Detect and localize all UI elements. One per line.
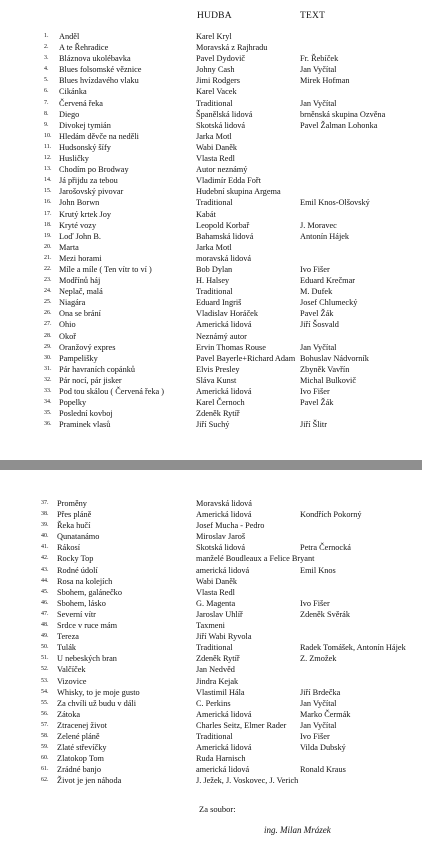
song-number: 28.	[44, 332, 52, 339]
song-row	[0, 109, 422, 120]
music-author: Sláva Kunst	[196, 375, 237, 385]
song-title: Červená řeka	[59, 98, 103, 108]
music-author: Pavel Bayerle+Richard Adam	[196, 353, 296, 363]
song-number: 62.	[41, 777, 49, 784]
lyrics-author: M. Dufek	[300, 287, 333, 297]
song-row	[0, 75, 422, 86]
song-title: Míle a míle ( Ten vítr to ví )	[59, 264, 152, 274]
song-number: 51.	[41, 655, 49, 662]
music-author: Americká lidová	[196, 510, 252, 520]
song-row	[0, 342, 422, 353]
song-title: Marta	[59, 242, 79, 252]
music-author: Leopold Korbař	[196, 220, 250, 230]
lyrics-author: Pavel Žalman Lohonka	[300, 120, 378, 130]
song-row	[0, 631, 422, 642]
song-row	[0, 331, 422, 342]
song-row	[0, 197, 422, 208]
song-number: 53.	[41, 677, 49, 684]
footer-signature-name: ing. Milan Mrázek	[264, 825, 331, 835]
song-row	[0, 64, 422, 75]
lyrics-author: Emil Knos	[300, 565, 336, 575]
song-title: Proměny	[57, 499, 87, 508]
song-number: 52.	[41, 666, 49, 673]
song-title: Blues hvízdavého vlaku	[59, 76, 139, 86]
lyrics-author: Michal Bulkovič	[300, 375, 356, 385]
song-title: Zrádné banjo	[57, 765, 102, 775]
song-number: 11.	[44, 143, 52, 150]
song-number: 54.	[41, 688, 49, 695]
music-author: Miroslav Jaroš	[196, 532, 246, 542]
lyrics-author: brněnská skupina Ozvěna	[300, 109, 386, 119]
song-title: Mezi horami	[59, 253, 102, 263]
song-title: Oranžový expres	[59, 342, 116, 352]
lyrics-author: Jan Vyčítal	[300, 65, 337, 75]
music-author: Traditional	[196, 98, 233, 108]
song-number: 2.	[44, 44, 49, 51]
music-author: manželé Boudleaux a Felice Bryant	[196, 554, 315, 564]
song-number: 36.	[44, 421, 52, 428]
song-title: Hledám děvče na neděli	[59, 131, 139, 141]
song-row	[0, 775, 422, 786]
song-row	[0, 531, 422, 542]
music-author: Americká lidová	[196, 320, 252, 330]
song-row	[0, 297, 422, 308]
music-author: americká lidová	[196, 765, 250, 775]
lyrics-author: Ivo Fišer	[300, 264, 330, 274]
song-row	[0, 620, 422, 631]
song-row	[0, 220, 422, 231]
song-row	[0, 375, 422, 386]
song-title: Ztracenej život	[57, 720, 107, 730]
song-row	[0, 720, 422, 731]
song-title: Řeka hučí	[57, 521, 91, 531]
lyrics-author: Jiří Šosvald	[300, 320, 339, 330]
song-row	[0, 186, 422, 197]
song-row	[0, 142, 422, 153]
song-number: 48.	[41, 622, 49, 629]
song-row	[0, 565, 422, 576]
song-number: 57.	[41, 721, 49, 728]
music-author: Karel Kryl	[196, 32, 232, 41]
song-title: Jarošovský pivovar	[59, 187, 124, 197]
song-number: 40.	[41, 533, 49, 540]
song-title: Ona se brání	[59, 309, 101, 319]
song-row	[0, 609, 422, 620]
song-row	[0, 308, 422, 319]
music-author: Eduard Ingriš	[196, 298, 242, 308]
song-title: Krutý krtek Joy	[59, 209, 112, 219]
music-author: Josef Mucha - Pedro	[196, 521, 265, 531]
song-row	[0, 53, 422, 64]
music-author: Karel Černoch	[196, 398, 245, 408]
music-author: Jiří Wabi Ryvola	[196, 632, 252, 642]
lyrics-author: Ivo Fišer	[300, 598, 330, 608]
music-author: Španělská lidová	[196, 109, 253, 119]
song-number: 60.	[41, 755, 49, 762]
song-row	[0, 742, 422, 753]
song-title: Valčíček	[57, 665, 86, 675]
song-number: 18.	[44, 221, 52, 228]
lyrics-author: Jiří Brdečka	[300, 687, 341, 697]
song-title: Poslední kovboj	[59, 409, 113, 419]
song-number: 7.	[44, 99, 49, 106]
song-row	[0, 42, 422, 53]
lyrics-author: Vilda Dubský	[300, 743, 346, 753]
song-row	[0, 642, 422, 653]
song-number: 23.	[44, 277, 52, 284]
song-row	[0, 286, 422, 297]
song-title: Popelky	[59, 398, 87, 408]
song-row	[0, 353, 422, 364]
song-number: 12.	[44, 155, 52, 162]
song-list-2	[0, 498, 422, 786]
music-author: Moravská z Rajhradu	[196, 43, 268, 53]
song-title: Severní vítr	[57, 609, 96, 619]
song-row	[0, 419, 422, 430]
song-title: Zátoka	[57, 709, 81, 719]
music-author: Americká lidová	[196, 709, 252, 719]
music-author: Jarka Motl	[196, 242, 232, 252]
song-number: 50.	[41, 644, 49, 651]
song-number: 22.	[44, 265, 52, 272]
music-author: Skotská lidová	[196, 120, 246, 130]
song-title: Husličky	[59, 154, 89, 164]
music-author: Jimi Rodgers	[196, 76, 241, 86]
song-row	[0, 131, 422, 142]
music-author: C. Perkins	[196, 698, 231, 708]
song-number: 25.	[44, 299, 52, 306]
lyrics-author: Jan Vyčítal	[300, 342, 337, 352]
song-row	[0, 31, 422, 42]
song-index-page-2	[0, 470, 422, 853]
song-number: 37.	[41, 500, 49, 506]
song-number: 43.	[41, 566, 49, 573]
lyrics-author: Bohuslav Nádvorník	[300, 353, 369, 363]
lyrics-author: Z. Zmožek	[300, 654, 337, 664]
music-author: Jarka Motl	[196, 131, 232, 141]
lyrics-author: Fr. Řebíček	[300, 54, 339, 64]
lyrics-author: Jan Vyčítal	[300, 720, 337, 730]
song-title: Za chvíli už budu v dáli	[57, 698, 137, 708]
song-number: 17.	[44, 210, 52, 217]
lyrics-author: Petra Černocká	[300, 543, 351, 553]
song-number: 3.	[44, 55, 49, 62]
song-title: Rákosí	[57, 543, 81, 553]
song-row	[0, 520, 422, 531]
song-number: 58.	[41, 732, 49, 739]
song-title: Sbohem, galánečko	[57, 587, 122, 597]
song-title: Rodné údolí	[57, 565, 98, 575]
song-row	[0, 242, 422, 253]
song-row	[0, 709, 422, 720]
song-title: Modřínů háj	[59, 276, 101, 286]
song-row	[0, 764, 422, 775]
music-author: Vladislav Horáček	[196, 309, 258, 319]
lyrics-author: Radek Tomášek, Antonín Hájek	[300, 643, 406, 653]
song-title: John Borwn	[59, 198, 100, 208]
song-number: 56.	[41, 710, 49, 717]
song-title: Loď John B.	[59, 231, 102, 241]
song-title: Kryté vozy	[59, 220, 97, 230]
song-row	[0, 698, 422, 709]
song-row	[0, 408, 422, 419]
song-number: 39.	[41, 522, 49, 529]
lyrics-column-header: TEXT	[300, 11, 326, 21]
song-title: Vizovice	[57, 676, 87, 686]
music-author: H. Halsey	[196, 276, 230, 286]
song-title: Pár havraních copánků	[59, 364, 136, 374]
song-title: Bláznova ukolébavka	[59, 54, 131, 64]
music-column-header: HUDBA	[197, 11, 232, 21]
song-row	[0, 175, 422, 186]
song-title: Zlaté střevíčky	[57, 743, 107, 753]
song-title: Pod tou skálou ( Červená řeka )	[59, 387, 165, 396]
song-row	[0, 664, 422, 675]
music-author: Vlasta Redl	[196, 154, 235, 164]
song-row	[0, 98, 422, 109]
song-number: 29.	[44, 343, 52, 350]
song-row	[0, 319, 422, 330]
song-row	[0, 164, 422, 175]
music-author: Traditional	[196, 643, 233, 653]
song-row	[0, 120, 422, 131]
song-number: 20.	[44, 243, 52, 250]
lyrics-author: Ivo Fišer	[300, 731, 330, 741]
song-number: 44.	[41, 577, 49, 584]
lyrics-author: Antonín Hájek	[300, 231, 350, 241]
song-row	[0, 231, 422, 242]
song-number: 21.	[44, 254, 52, 261]
lyrics-author: Zbyněk Vavřín	[300, 364, 350, 374]
song-number: 9.	[44, 121, 49, 128]
lyrics-author: Zdeněk Svěrák	[300, 609, 350, 619]
music-author: Zdeněk Rytíř	[196, 409, 240, 419]
song-number: 42.	[41, 555, 49, 562]
song-number: 15.	[44, 188, 52, 195]
song-title: Zlatokop Tom	[57, 754, 104, 764]
music-author: Americká lidová	[196, 387, 252, 396]
music-author: Johny Cash	[196, 65, 235, 75]
song-row	[0, 275, 422, 286]
song-row	[0, 153, 422, 164]
song-row	[0, 676, 422, 687]
song-number: 27.	[44, 321, 52, 328]
song-row	[0, 753, 422, 764]
song-title: Blues folsomské věznice	[59, 65, 142, 75]
page-separator	[0, 460, 422, 470]
lyrics-author: Ronald Kraus	[300, 765, 346, 775]
music-author: Bob Dylan	[196, 264, 233, 274]
song-row	[0, 397, 422, 408]
song-number: 55.	[41, 699, 49, 706]
music-author: Karel Vacek	[196, 87, 237, 97]
music-author: Vladimír Edda Fořt	[196, 176, 261, 186]
song-row	[0, 576, 422, 587]
music-author: Charles Seitz, Elmer Rader	[196, 720, 287, 730]
song-row	[0, 687, 422, 698]
music-author: Autor neznámý	[196, 165, 248, 175]
song-title: Cikánka	[59, 87, 87, 97]
music-author: Vlasta Redl	[196, 587, 235, 597]
song-list-1	[0, 31, 422, 430]
music-author: Traditional	[196, 731, 233, 741]
song-title: Diego	[59, 109, 80, 119]
song-number: 30.	[44, 354, 52, 361]
lyrics-author: Marko Čermák	[300, 709, 351, 719]
music-author: Pavel Dydovič	[196, 54, 246, 64]
song-title: Chodím po Brodway	[59, 165, 129, 175]
lyrics-author: Jan Vyčítal	[300, 98, 337, 108]
song-title: U nebeských bran	[57, 654, 117, 664]
song-number: 5.	[44, 77, 49, 84]
song-title: Přes pláně	[57, 510, 92, 520]
song-number: 35.	[44, 410, 52, 417]
song-row	[0, 553, 422, 564]
song-number: 61.	[41, 766, 49, 773]
music-author: Jiří Suchý	[196, 420, 230, 430]
lyrics-author: J. Moravec	[300, 220, 337, 230]
song-number: 6.	[44, 88, 49, 95]
song-title: Neplač, malá	[59, 287, 103, 297]
music-author: Moravská lidová	[196, 499, 252, 508]
song-title: Tereza	[57, 632, 79, 642]
lyrics-author: Ivo Fišer	[300, 387, 330, 396]
song-number: 16.	[44, 199, 52, 206]
music-author: Neznámý autor	[196, 331, 247, 341]
music-author: Americká lidová	[196, 743, 252, 753]
music-author: G. Magenta	[196, 598, 236, 608]
song-title: Praminek vlasů	[59, 420, 111, 430]
music-author: Vlastimil Hála	[196, 687, 245, 697]
music-author: Jindra Kejak	[196, 676, 239, 686]
lyrics-author: Jiří Šlitr	[300, 420, 327, 430]
song-row	[0, 509, 422, 520]
song-title: Qunatanámo	[57, 532, 100, 542]
song-number: 8.	[44, 110, 49, 117]
music-author: Hudební skupina Argema	[196, 187, 281, 197]
lyrics-author: Emil Knos-Olšovský	[300, 198, 370, 208]
song-number: 1.	[44, 33, 49, 39]
song-title: Rocky Top	[57, 554, 94, 564]
song-row	[0, 253, 422, 264]
music-author: americká lidová	[196, 565, 250, 575]
song-number: 26.	[44, 310, 52, 317]
song-number: 45.	[41, 588, 49, 595]
music-author: Wabi Daněk	[196, 142, 238, 152]
lyrics-author: Pavel Žák	[300, 398, 334, 408]
song-title: Tulák	[57, 643, 77, 653]
song-row	[0, 386, 422, 397]
music-author: Traditional	[196, 198, 233, 208]
song-number: 49.	[41, 633, 49, 640]
song-number: 47.	[41, 610, 49, 617]
song-number: 24.	[44, 288, 52, 295]
song-number: 34.	[44, 399, 52, 406]
song-title: Srdce v ruce mám	[57, 621, 118, 631]
song-row	[0, 653, 422, 664]
song-row	[0, 264, 422, 275]
music-author: moravská lidová	[196, 253, 252, 263]
music-author: Taxmeni	[196, 621, 225, 631]
song-row	[0, 587, 422, 598]
music-author: Jan Nedvěd	[196, 665, 235, 675]
music-author: Ervin Thomas Rouse	[196, 342, 266, 352]
music-author: Elvis Presley	[196, 364, 240, 374]
song-number: 4.	[44, 66, 49, 73]
lyrics-author: Pavel Žák	[300, 309, 334, 319]
song-row	[0, 498, 422, 509]
music-author: Jaroslav Uhlíř	[196, 609, 243, 619]
song-title: Rosa na kolejích	[57, 576, 113, 586]
song-row	[0, 598, 422, 609]
footer-label: Za soubor:	[199, 804, 236, 814]
song-row	[0, 209, 422, 220]
song-number: 41.	[41, 544, 49, 551]
song-title: Niagára	[59, 298, 86, 308]
song-number: 19.	[44, 232, 52, 239]
song-title: Whisky, to je moje gusto	[57, 687, 140, 697]
song-title: Divokej tymián	[59, 120, 111, 130]
song-number: 59.	[41, 744, 49, 751]
song-row	[0, 364, 422, 375]
song-number: 31.	[44, 365, 52, 372]
lyrics-author: Kondřích Pokorný	[300, 510, 362, 520]
song-title: Pár nocí, pár jisker	[59, 375, 122, 385]
music-author: Ruda Harnisch	[196, 754, 246, 764]
song-number: 10.	[44, 132, 52, 139]
music-author: Wabi Daněk	[196, 576, 238, 586]
music-author: Kabát	[196, 209, 216, 219]
song-row	[0, 542, 422, 553]
music-author: Skotská lidová	[196, 543, 246, 553]
song-row	[0, 86, 422, 97]
song-title: Zelené pláně	[57, 731, 100, 741]
lyrics-author: Eduard Krečmar	[300, 276, 356, 286]
music-author: J. Ježek, J. Voskovec, J. Verich	[196, 776, 299, 786]
song-number: 33.	[44, 388, 52, 394]
lyrics-author: Josef Chlumecký	[300, 298, 358, 308]
lyrics-author: Mirek Hofman	[300, 76, 350, 86]
music-author: Bahamská lidová	[196, 231, 254, 241]
song-number: 38.	[41, 511, 49, 518]
song-title: Pampelišky	[59, 353, 98, 363]
music-author: Traditional	[196, 287, 233, 297]
song-number: 13.	[44, 166, 52, 173]
song-title: Okoř	[59, 331, 77, 341]
song-title: Anděl	[59, 32, 80, 41]
song-number: 46.	[41, 599, 49, 606]
song-number: 14.	[44, 177, 52, 184]
song-number: 32.	[44, 376, 52, 383]
song-title: A te Řehradice	[59, 43, 109, 53]
music-author: Zdeněk Rytíř	[196, 654, 240, 664]
lyrics-author: Jan Vyčítal	[300, 698, 337, 708]
song-title: Život je jen náhoda	[57, 776, 122, 786]
song-title: Já přijdu za tebou	[59, 176, 118, 186]
song-title: Hudsonský šífy	[59, 142, 111, 152]
song-row	[0, 731, 422, 742]
song-title: Sbohem, lásko	[57, 598, 106, 608]
song-title: Ohio	[59, 320, 76, 330]
